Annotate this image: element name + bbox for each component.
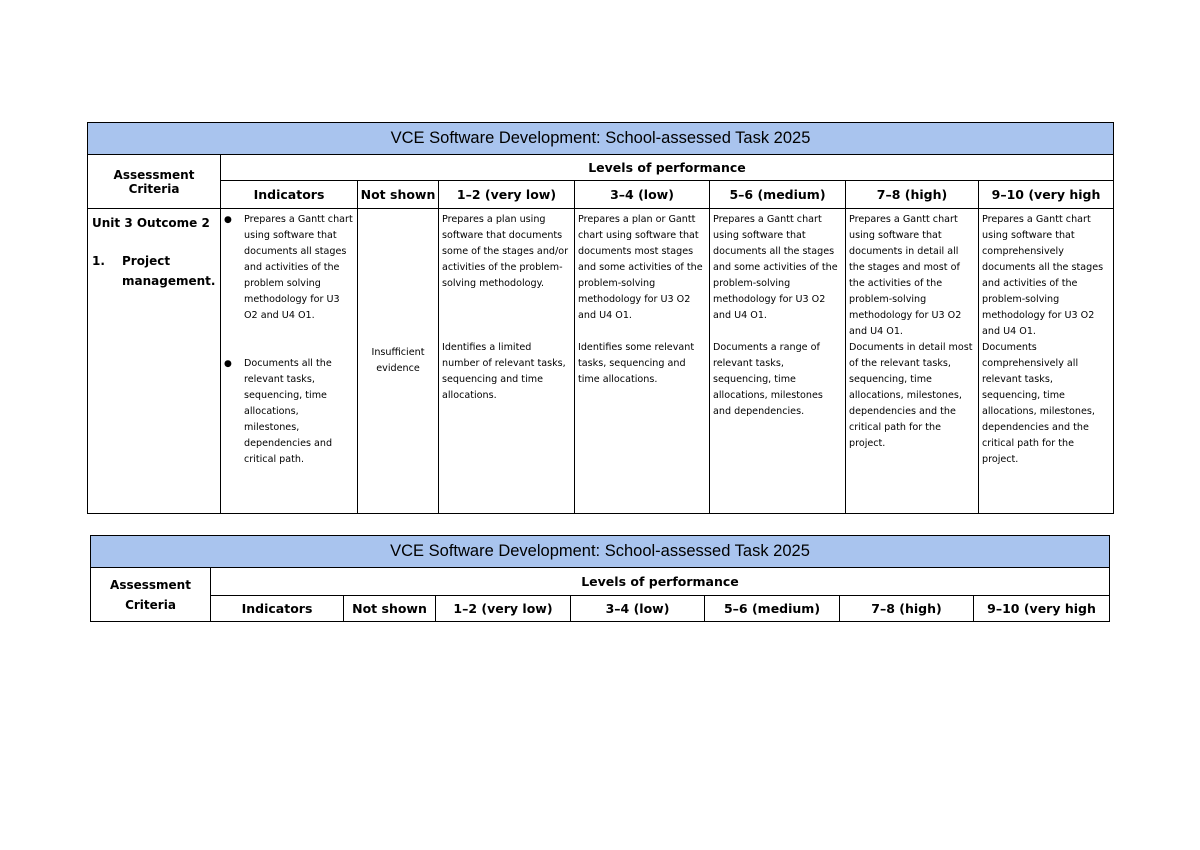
column-header-very-high: 9–10 (very high [974, 596, 1110, 622]
column-header-high: 7–8 (high) [840, 596, 974, 622]
indicator-item [224, 356, 354, 468]
criteria-item-number: 1. [92, 254, 105, 268]
column-header-very-low: 1–2 (very low) [436, 596, 571, 622]
indicator-text: Prepares a Gantt chart using software that documents all stages and activities of the problem solving methodology for U3 O2 and U4 O1. [244, 214, 353, 321]
level-text-second: Identifies a limited number of relevant tasks, sequencing and time allocations. [442, 342, 566, 401]
bullet-icon: ● [224, 359, 232, 369]
level-text-first: Prepares a Gantt chart using software that comprehensively documents all the stages and activities of the problem-solving methodology for U3 O2 and U4 O1. [982, 214, 1104, 337]
level-cell-low [575, 209, 710, 514]
criteria-item-text: Project management. [122, 254, 216, 288]
column-header-very-high: 9–10 (very high [979, 181, 1114, 209]
level-text-first: Prepares a Gantt chart using software that documents in detail all the stages and most of the activities of the problem-solving methodology for U3 O2 and U4 O1. [849, 214, 962, 337]
column-header-not-shown: Not shown [344, 596, 436, 622]
indicator-item [224, 212, 354, 324]
indicators-cell [221, 209, 358, 514]
level-text-second: Documents in detail most of the relevant tasks, sequencing, time allocations, milestones, dependencies and the critical path for the project. [849, 342, 973, 449]
level-text-second: Documents a range of relevant tasks, sequencing, time allocations, milestones and dependencies. [713, 342, 823, 417]
criteria-list-item [92, 251, 216, 291]
assessment-criteria-header: Assessment Criteria [88, 155, 221, 209]
bullet-icon: ● [224, 215, 232, 225]
level-cell-high [846, 209, 979, 514]
column-header-very-low: 1–2 (very low) [439, 181, 575, 209]
column-header-low: 3–4 (low) [575, 181, 710, 209]
table-title: VCE Software Development: School-assessed Task 2025 [88, 123, 1114, 155]
column-header-not-shown: Not shown [358, 181, 439, 209]
level-cell-very-high [979, 209, 1114, 514]
table-title: VCE Software Development: School-assessed Task 2025 [91, 536, 1110, 568]
not-shown-text: Insufficient evidence [371, 347, 425, 374]
level-text-first: Prepares a plan or Gantt chart using software that documents most stages and some activities of the problem-solving methodology for U3 O2 and U4 O1. [578, 214, 703, 321]
criteria-cell [88, 209, 221, 514]
not-shown-cell [358, 209, 439, 514]
indicator-text: Documents all the relevant tasks, sequencing, time allocations, milestones, dependencies and critical path. [244, 358, 333, 465]
outcome-label: Unit 3 Outcome 2 [92, 216, 210, 230]
level-cell-medium [710, 209, 846, 514]
column-header-high: 7–8 (high) [846, 181, 979, 209]
level-text-first: Prepares a Gantt chart using software that documents all the stages and some activities of the problem-solving methodology for U3 O2 and U4 O1. [713, 214, 838, 321]
column-header-medium: 5–6 (medium) [710, 181, 846, 209]
rubric-table-2 [90, 535, 1110, 622]
column-header-low: 3–4 (low) [571, 596, 705, 622]
levels-of-performance-header: Levels of performance [211, 568, 1110, 596]
level-text-second: Documents comprehensively all relevant tasks, sequencing, time allocations, milestones, dependencies and the critical path for the project. [982, 342, 1095, 465]
column-header-indicators: Indicators [211, 596, 344, 622]
assessment-criteria-header: Assessment Criteria [91, 568, 211, 622]
level-cell-very-low [439, 209, 575, 514]
rubric-table-1 [87, 122, 1114, 514]
levels-of-performance-header: Levels of performance [221, 155, 1114, 181]
level-text-first: Prepares a plan using software that documents some of the stages and/or activities of the problem-solving methodology. [442, 214, 569, 289]
level-text-second: Identifies some relevant tasks, sequencing and time allocations. [578, 342, 695, 385]
column-header-indicators: Indicators [221, 181, 358, 209]
column-header-medium: 5–6 (medium) [705, 596, 840, 622]
